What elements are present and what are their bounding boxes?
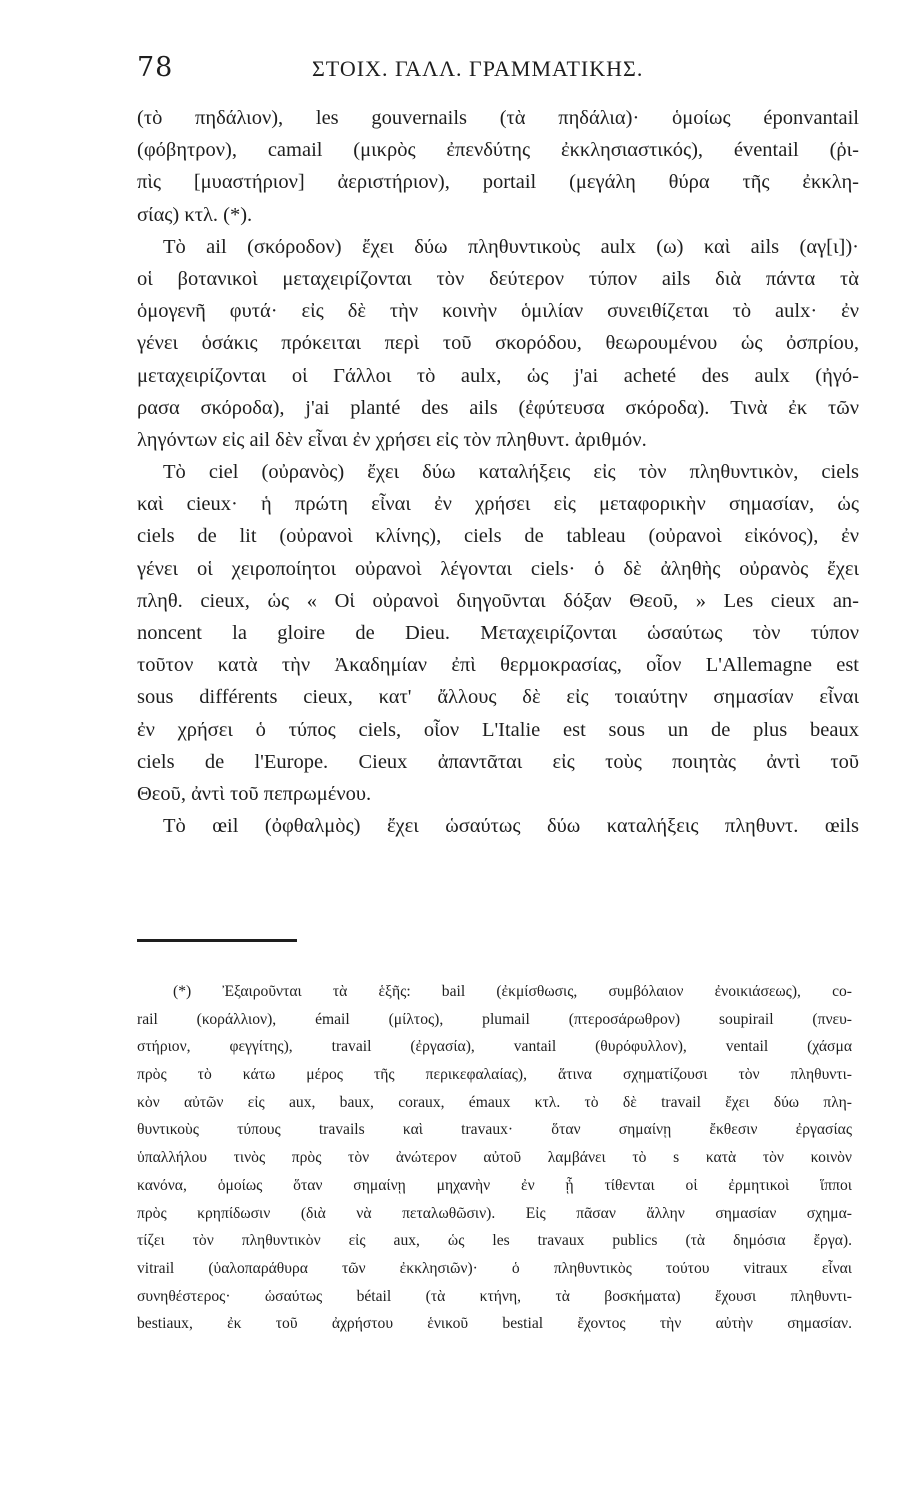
footnote-line: στήριον, φεγγίτης), travail (ἐργασία), vantail (θυρόφυλλον), ventail (χάσμα [137,1038,852,1056]
text-line: μεταχειρίζονται οἱ Γάλλοι τὸ aulx, ὡς j'ai acheté des aulx (ἠγό- [137,364,859,387]
footnote-line: κὸν αὐτῶν εἰς aux, baux, coraux, émaux κτλ. τὸ δὲ travail ἔχει δύω πλη- [137,1093,852,1111]
footnote-line: vitrail (ὑαλοπαράθυρα τῶν ἐκκλησιῶν)· ὁ πληθυντικὸς τούτου vitraux εἶναι [137,1259,852,1277]
text-line: πὶς [μυαστήριον] ἀεριστήριον), portail (μεγάλη θύρα τῆς ἐκκλη- [137,171,859,194]
text-line: σίας) κτλ. (*). [137,203,253,226]
text-line: ληγόντων εἰς ail δὲν εἶναι ἐν χρήσει εἰς τὸν πληθυντ. ἀριθμόν. [137,428,647,451]
text-line: Θεοῦ, ἀντὶ τοῦ πεπρωμένου. [137,782,372,805]
footnote-line: (*) Ἐξαιροῦνται τὰ ἑξῆς: bail (ἐκμίσθωσις, συμβόλαιον ἐνοικιάσεως), co- [173,983,853,1000]
text-line: Τὸ œil (ὀφθαλμὸς) ἔχει ὡσαύτως δύω καταλήξεις πληθυντ. œils [163,815,859,838]
text-line: καὶ cieux· ἡ πρώτη εἶναι ἐν χρήσει εἰς μεταφορικὴν σημασίαν, ὡς [137,493,859,516]
text-line: τοῦτον κατὰ τὴν Ἀκαδημίαν ἐπὶ θερμοκρασίας, οἷον L'Allemagne est [137,654,859,677]
footnote-line: ὑπαλλήλου τινὸς πρὸς τὸν ἀνώτερον αὐτοῦ λαμβάνει τὸ s κατὰ τὸν κοινὸν [137,1149,852,1167]
text-line: πληθ. cieux, ὡς « Οἱ οὐρανοὶ διηγοῦνται δόξαν Θεοῦ, » Les cieux an- [137,589,859,612]
text-line: (φόβητρον), camail (μικρὸς ἐπενδύτης ἐκκλησιαστικός), éventail (ῥι- [137,139,859,162]
text-line: ciels de l'Europe. Cieux ἀπαντᾶται εἰς τοὺς ποιητὰς ἀντὶ τοῦ [137,750,859,773]
text-line: ρασα σκόροδα), j'ai planté des ails (ἐφύτευσα σκόροδα). Τινὰ ἐκ τῶν [137,396,859,419]
text-line: οἱ βοτανικοὶ μεταχειρίζονται τὸν δεύτερον τύπον ails διὰ πάντα τὰ [137,267,859,290]
footnote-line: κανόνα, ὁμοίως ὅταν σημαίνῃ μηχανὴν ἐν ᾗ τίθενται οἱ ἐρμητικοὶ ἵπποι [137,1176,852,1194]
running-head: ΣΤΟΙΧ. ΓΑΛΛ. ΓΡΑΜΜΑΤΙΚΗΣ. [312,56,644,81]
footnote [137,978,852,1338]
footnote-line: πρὸς κρηπίδωσιν (διὰ νὰ πεταλωθῶσιν). Εἰς πᾶσαν ἄλλην σημασίαν σχημα- [137,1204,852,1222]
text-line: ὁμογενῆ φυτά· εἰς δὲ τὴν κοινὴν ὁμιλίαν συνειθίζεται τὸ aulx· ἐν [137,300,859,323]
text-line: (τὸ πηδάλιον), les gouvernails (τὰ πηδάλια)· ὁμοίως éponvantail [137,107,859,129]
main-text [137,102,859,842]
footnote-line: πρὸς τὸ κάτω μέρος τῆς περικεφαλαίας), ἅτινα σχηματίζουσι τὸν πληθυντι- [137,1066,852,1084]
text-line: Τὸ ail (σκόροδον) ἔχει δύω πληθυντικοὺς aulx (ω) καὶ ails (αγ[ι])· [163,235,859,258]
text-line: Τὸ ciel (οὐρανὸς) ἔχει δύω καταλήξεις εἰς τὸν πληθυντικὸν, ciels [163,461,859,484]
text-line: sous différents cieux, κατ' ἄλλους δὲ εἰς τοιαύτην σημασίαν εἶναι [137,686,859,709]
footnote-line: bestiaux, ἐκ τοῦ ἀχρήστου ἑνικοῦ bestial ἔχοντος τὴν αὐτὴν σημασίαν. [137,1315,852,1333]
page-header [137,52,857,92]
footnote-line: τίζει τὸν πληθυντικὸν εἰς aux, ὡς les travaux publics (τὰ δημόσια ἔργα). [137,1232,852,1250]
text-line: ἐν χρήσει ὁ τύπος ciels, οἷον L'Italie est sous un de plus beaux [137,718,859,741]
text-line: γένει οἱ χειροποίητοι οὐρανοὶ λέγονται ciels· ὁ δὲ ἀληθὴς οὐρανὸς ἔχει [137,557,859,580]
text-line: ciels de lit (οὐρανοὶ κλίνης), ciels de tableau (οὐρανοὶ εἰκόνος), ἐν [137,525,859,548]
footnote-line: θυντικοὺς τύπους travails καὶ travaux· ὅταν σημαίνῃ ἔκθεσιν ἐργασίας [137,1121,852,1139]
text-line: noncent la gloire de Dieu. Μεταχειρίζονται ὡσαύτως τὸν τύπον [137,622,859,644]
footnote-line: συνηθέστερος· ὡσαύτως bétail (τὰ κτήνη, τὰ βοσκήματα) ἔχουσι πληθυντι- [137,1287,852,1305]
page-number: 78 [137,52,174,83]
footnote-rule [137,939,297,942]
footnote-line: rail (κοράλλιον), émail (μίλτος), plumail (πτεροσάρωθρον) soupirail (πνευ- [137,1010,852,1028]
text-line: γένει ὁσάκις πρόκειται περὶ τοῦ σκορόδου, θεωρουμένου ὡς ὀσπρίου, [137,332,859,355]
